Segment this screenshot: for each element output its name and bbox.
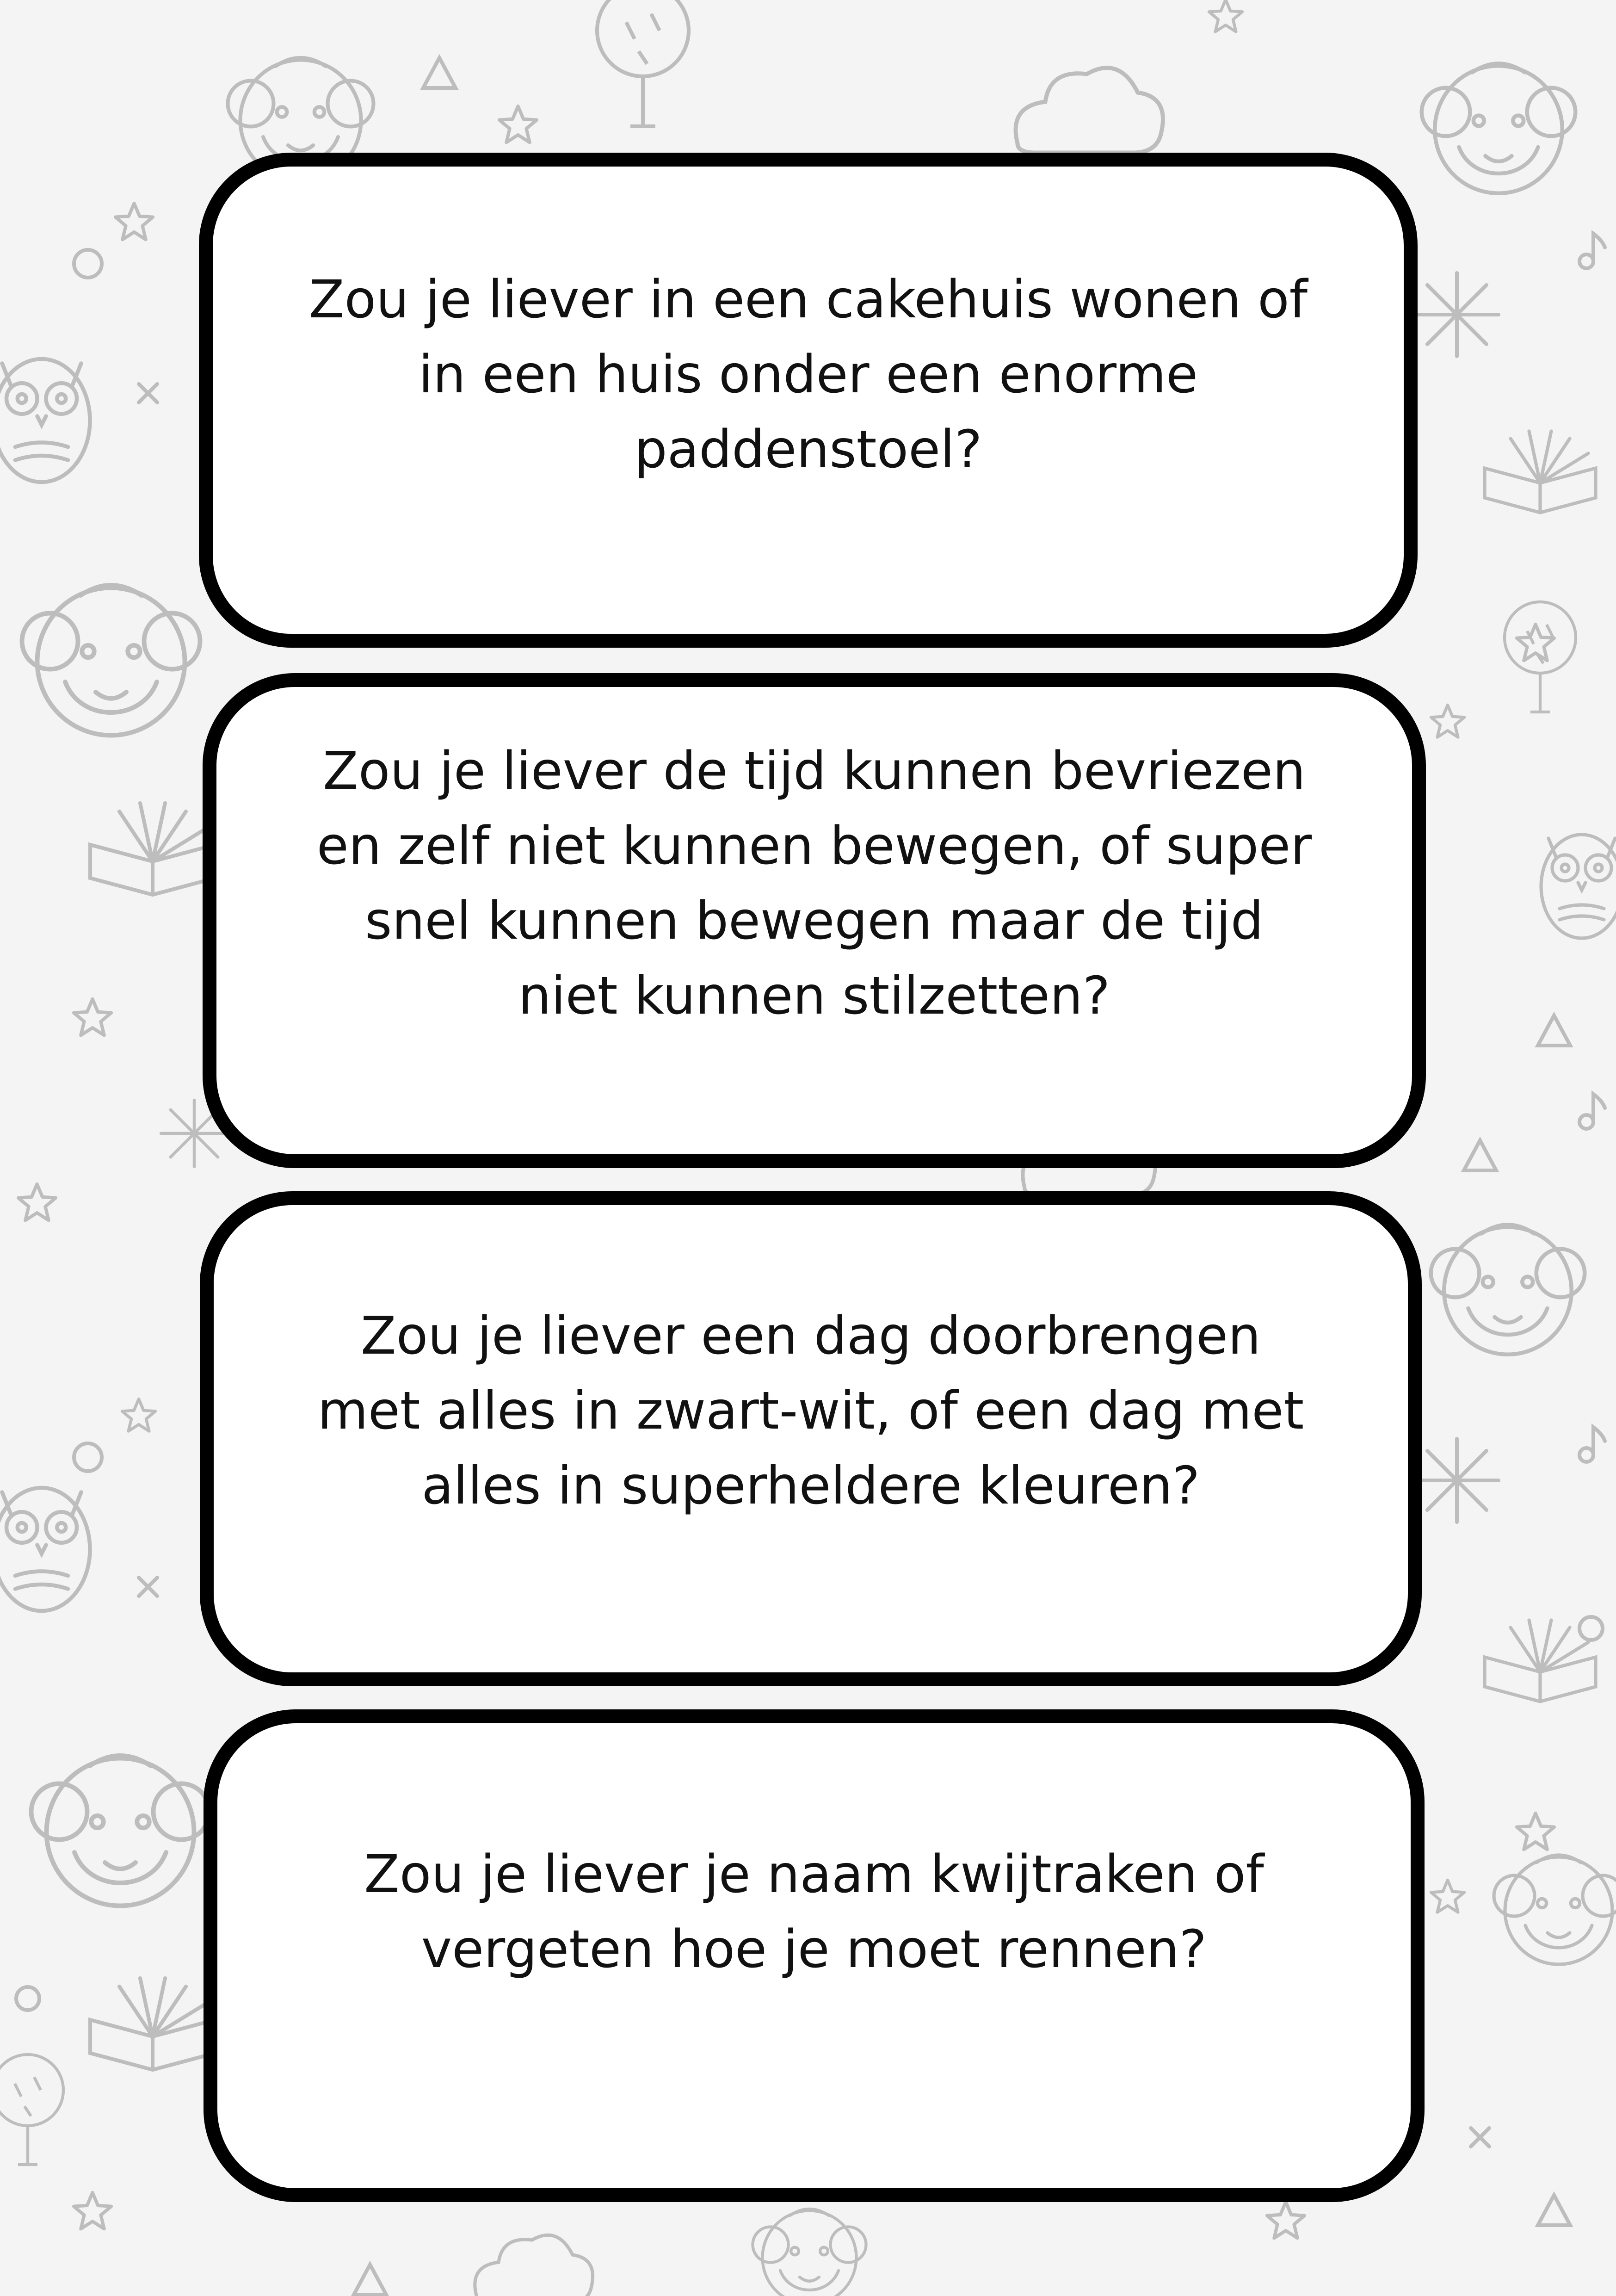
question-text-4: Zou je liever je naam kwijtraken of vergeten hoe je moet rennen? bbox=[364, 1844, 1264, 1980]
question-text-1: Zou je liever in een cakehuis wonen of in een huis onder een enorme paddenstoel? bbox=[308, 270, 1308, 480]
question-card-2 bbox=[203, 673, 1426, 1168]
question-text-3: Zou je liever een dag doorbrengen met alles in zwart-wit, of een dag met alles in superheldere kleuren? bbox=[317, 1306, 1304, 1516]
question-text-2: Zou je liever de tijd kunnen bevriezen en zelf niet kunnen bewegen, of super snel kunnen bewegen maar de tijd niet kunnen stilzetten? bbox=[316, 741, 1312, 1026]
question-card-4 bbox=[204, 1709, 1425, 2202]
question-card-1 bbox=[199, 153, 1418, 648]
question-card-3 bbox=[200, 1191, 1422, 1686]
